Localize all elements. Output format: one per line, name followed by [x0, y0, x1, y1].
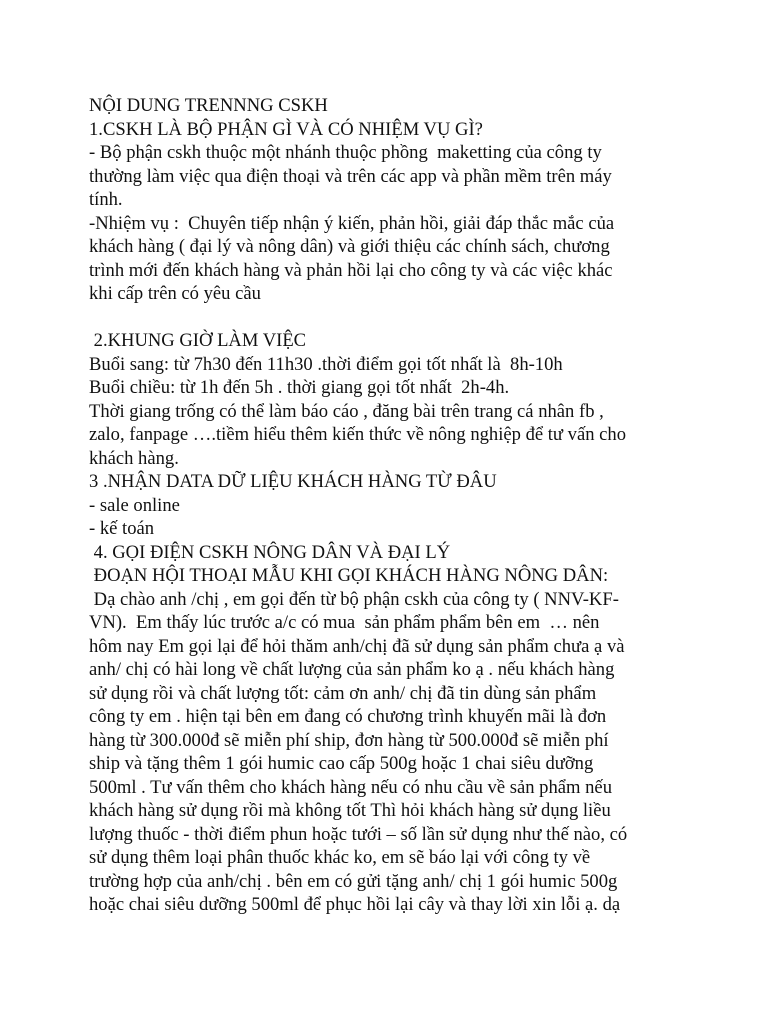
text-line: - sale online — [89, 494, 180, 516]
paragraph-gap — [89, 306, 729, 330]
text-line: - Bộ phận cskh thuộc một nhánh thuộc phồng maketting của công ty — [89, 142, 602, 163]
text-line: Buổi sang: từ 7h30 đến 11h30 .thời điểm gọi tốt nhất là 8h-10h — [89, 353, 563, 375]
text-line: lượng thuốc - thời điểm phun hoặc tưới – số lần sử dụng như thế nào, có — [89, 823, 628, 845]
text-line: Dạ chào anh /chị , em gọi đến từ bộ phận cskh của công ty ( NNV-KF- — [89, 588, 619, 610]
document-body — [89, 94, 729, 917]
text-line: khách hàng. — [89, 447, 179, 469]
text-line: VN). Em thấy lúc trước a/c có mua sản phẩm phẩm bên em … nên — [89, 612, 600, 633]
section1-body — [89, 141, 729, 306]
text-line: sử dụng rồi và chất lượng tốt: cảm ơn anh/ chị đã tin dùng sản phẩm — [89, 682, 597, 704]
text-line: trường hợp của anh/chị . bên em có gửi tặng anh/ chị 1 gói humic 500g — [89, 870, 618, 892]
text-line: -Nhiệm vụ : Chuyên tiếp nhận ý kiến, phản hồi, giải đáp thắc mắc của — [89, 212, 615, 234]
section2-heading: 2.KHUNG GIỜ LÀM VIỆC — [89, 330, 307, 351]
text-line: tính. — [89, 189, 123, 210]
text-line: ship và tặng thêm 1 gói humic cao cấp 500g hoặc 1 chai siêu dưỡng — [89, 753, 594, 774]
text-line: hoặc chai siêu dưỡng 500ml để phục hồi lại cây và thay lời xin lỗi ạ. dạ — [89, 894, 621, 915]
text-line: - kế toán — [89, 518, 155, 539]
section3-heading: 3 .NHẬN DATA DỮ LIỆU KHÁCH HÀNG TỪ ĐÂU — [89, 471, 497, 492]
document-title: NỘI DUNG TRENNNG CSKH — [89, 95, 328, 116]
text-line: khách hàng sử dụng rồi mà không tốt Thì hỏi khách hàng sử dụng liều — [89, 800, 611, 821]
text-line: anh/ chị có hài long về chất lượng của sản phẩm ko ạ . nếu khách hàng — [89, 659, 615, 680]
text-line: Thời giang trống có thể làm báo cáo , đăng bài trên trang cá nhân fb , — [89, 400, 604, 422]
text-line: thường làm việc qua điện thoại và trên các app và phần mềm trên máy — [89, 165, 612, 187]
text-line: công ty em . hiện tại bên em đang có chương trình khuyến mãi là đơn — [89, 706, 607, 727]
text-line: khách hàng ( đại lý và nông dân) và giới thiệu các chính sách, chương — [89, 236, 610, 257]
text-line: sử dụng thêm loại phân thuốc khác ko, em sẽ báo lại với công ty về — [89, 847, 591, 868]
text-line: hôm nay Em gọi lại để hỏi thăm anh/chị đã sử dụng sản phẩm chưa ạ và — [89, 635, 625, 657]
text-line: 500ml . Tư vấn thêm cho khách hàng nếu có nhu cầu về sản phẩm nếu — [89, 776, 612, 798]
section1-heading: 1.CSKH LÀ BỘ PHẬN GÌ VÀ CÓ NHIỆM VỤ GÌ? — [89, 118, 483, 140]
section2-body — [89, 353, 729, 471]
section4-heading: 4. GỌI ĐIỆN CSKH NÔNG DÂN VÀ ĐẠI LÝ — [89, 541, 451, 563]
text-line: Buổi chiều: từ 1h đến 5h . thời giang gọi tốt nhất 2h-4h. — [89, 377, 510, 398]
section4-subheading: ĐOẠN HỘI THOẠI MẪU KHI GỌI KHÁCH HÀNG NÔNG DÂN: — [89, 565, 609, 586]
text-line: zalo, fanpage ….tiềm hiểu thêm kiến thức về nông nghiệp để tư vấn cho — [89, 424, 627, 445]
section4-body — [89, 588, 729, 917]
text-line: hàng từ 300.000đ sẽ miễn phí ship, đơn hàng từ 500.000đ sẽ miễn phí — [89, 729, 609, 751]
section3-body — [89, 494, 729, 541]
text-line: trình mới đến khách hàng và phản hồi lại cho công ty và các việc khác — [89, 259, 613, 281]
text-line: khi cấp trên có yêu cầu — [89, 283, 261, 304]
